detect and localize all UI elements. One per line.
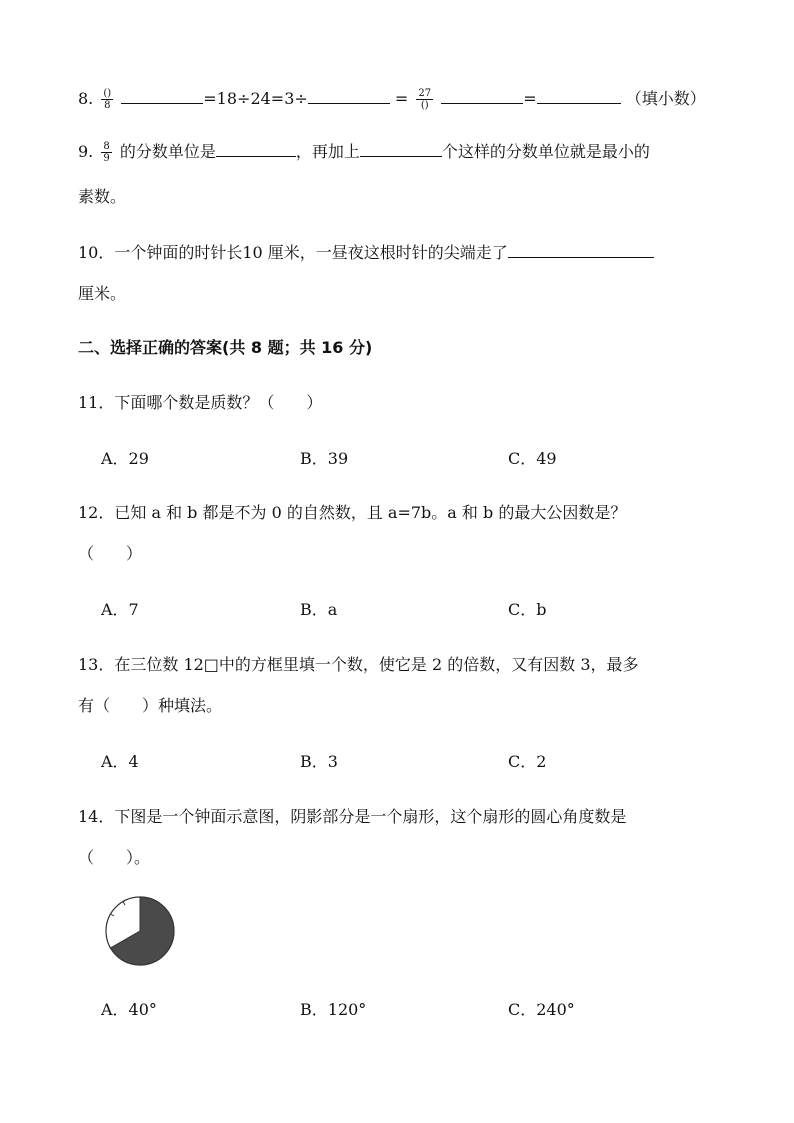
option-a[interactable]: A．40° — [101, 1000, 157, 1019]
option-c[interactable]: C．b — [508, 600, 547, 619]
question-12-line2: （ ） — [78, 544, 143, 563]
fraction-numerator: () — [103, 87, 112, 99]
answer-blank[interactable] — [216, 141, 296, 157]
question-13: 13．在三位数 12□中的方框里填一个数，使它是 2 的倍数，又有因数 3，最多 — [78, 655, 639, 674]
option-a[interactable]: A．29 — [101, 449, 149, 468]
question-12: 12．已知 a 和 b 都是不为 0 的自然数，且 a=7b。a 和 b 的最大公因数是？ — [78, 503, 627, 522]
option-c[interactable]: C．240° — [508, 1000, 575, 1019]
fraction-denominator: 9 — [103, 152, 110, 164]
fraction — [101, 89, 113, 111]
question-14-line2: （ ）。 — [78, 848, 151, 867]
option-a[interactable]: A．4 — [101, 752, 139, 771]
answer-blank[interactable] — [508, 242, 654, 258]
section-heading: 二、选择正确的答案(共 8 题；共 16 分) — [78, 338, 373, 357]
answer-blank[interactable] — [308, 88, 390, 104]
question-11: 11．下面哪个数是质数？（ ） — [78, 393, 323, 412]
question-14: 14．下图是一个钟面示意图，阴影部分是一个扇形，这个扇形的圆心角度数是 — [78, 807, 627, 826]
equation-text: =18÷24=3÷ — [203, 89, 308, 108]
answer-blank[interactable] — [537, 88, 621, 104]
question-text: 个这样的分数单位就是最小的 — [441, 142, 650, 161]
question-text: 的分数单位是 — [119, 142, 216, 161]
option-b[interactable]: B．120° — [300, 1000, 367, 1019]
question-number: 8. — [78, 89, 94, 108]
answer-blank[interactable] — [441, 88, 523, 104]
answer-blank[interactable] — [121, 88, 203, 104]
clock-face-diagram — [104, 895, 176, 967]
option-b[interactable]: B．a — [300, 600, 338, 619]
fraction-denominator: 8 — [101, 99, 113, 111]
fraction-numerator: 8 — [103, 140, 110, 152]
question-9 — [78, 139, 650, 164]
question-13-line2: 有（ ）种填法。 — [78, 696, 223, 715]
option-b[interactable]: B．39 — [300, 449, 349, 468]
option-c[interactable]: C．49 — [508, 449, 557, 468]
option-b[interactable]: B．3 — [300, 752, 338, 771]
question-text: ，再加上 — [295, 142, 360, 161]
question-10-line2: 厘米。 — [78, 284, 127, 303]
hint-text: （填小数） — [625, 89, 706, 108]
option-a[interactable]: A．7 — [101, 600, 139, 619]
option-c[interactable]: C．2 — [508, 752, 547, 771]
question-number: 9. — [78, 142, 94, 161]
question-10 — [78, 240, 654, 263]
fraction-numerator: 27 — [418, 87, 432, 99]
question-text: 10．一个钟面的时针长10 厘米，一昼夜这根时针的尖端走了 — [78, 243, 508, 262]
equation-text: = — [394, 89, 409, 108]
fraction — [101, 142, 111, 164]
equation-text: = — [523, 89, 537, 108]
question-8 — [78, 86, 706, 111]
question-9-line2: 素数。 — [78, 187, 127, 206]
fraction-denominator: () — [416, 99, 433, 111]
fraction — [416, 89, 433, 111]
answer-blank[interactable] — [360, 141, 442, 157]
